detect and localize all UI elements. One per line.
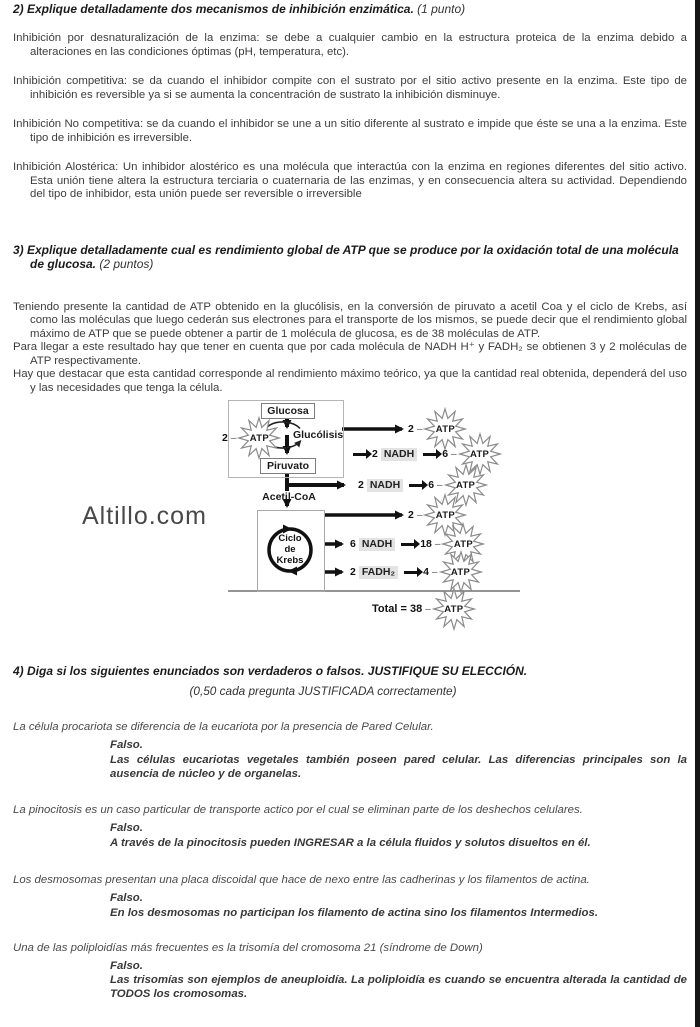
question-4-subheading: (0,50 cada pregunta JUSTIFICADA correctamente) [189,684,457,698]
dash-icon: – [425,603,431,615]
q4-answer-pinocitosis [110,822,687,851]
glycolysis-left-atp [222,416,281,460]
acetil-coa-label: Acetil-CoA [262,491,316,503]
krebs-line-2: de [284,544,296,555]
carrier-label: NADH [381,448,417,461]
carrier-label: NADH [367,479,403,492]
atp-label: ATP [450,566,471,578]
atp-label: ATP [469,448,490,460]
atp-label: ATP [249,432,269,444]
q4-statement-desmosomas: Los desmosomas presentan una placa discoidal que hace de nexo entre las cadherinas y los filamentos de actina. [13,873,590,886]
arrow-right-icon [423,453,436,456]
piruvato-node: Piruvato [260,458,316,474]
q3-paragraph-nadh-fadh: Para llegar a este resultado hay que tener en cuenta que por cada molécula de NADH H⁺ y FADH₂ se obtienen 3 y 2 moléculas de ATP respectivamente. [13,341,687,367]
arrow-right-icon [401,543,414,546]
atp-count: 2 [408,509,414,521]
atp-label: ATP [444,603,464,615]
dash-icon: – [416,509,423,521]
atp-burst [432,587,476,631]
atp-burst [237,416,281,460]
q3-paragraph-rendimiento: Teniendo presente la cantidad de ATP obtenido en la glucólisis, en la conversión de piruvato a acetil Coa y el ciclo de Krebs, así como las moléculas que luego cederán sus electrones para el transporte de los mismos, se puede decir que el rendimiento global máximo de ATP que se puede obtener a partir de 1 molécula de glucosa, es de 38 moléculas de ATP. [13,300,687,340]
q2-paragraph-no-competitiva: Inhibición No competitiva: se da cuando el inhibidor se une a un sitio diferente al sustrato e impide que éste se una a la enzima. Este tipo de inhibición es irreversible. [13,118,687,144]
atp-count: 2 [408,423,414,435]
document-content [13,0,687,1002]
verdict-label: Falso. [110,959,143,972]
arrow-right-icon [409,484,422,487]
krebs-line-3: Krebs [276,555,304,566]
q4-answer-desmosomas [110,892,687,921]
atp-label: ATP [435,423,455,435]
question-3-heading [13,243,687,271]
q2-paragraph-competitiva: Inhibición competitiva: se da cuando el inhibidor compite con el sustrato por el sitio activo presente en la enzima. Este tipo de inhibición es reversible ya si se aumenta la concentración de sustrato la inhibición disminuye. [13,75,687,101]
krebs-cycle-label [266,533,314,566]
verdict-label: Falso. [110,891,143,904]
q4-statement-pinocitosis: La pinocitosis es un caso particular de transporte actico por el cual se eliminan parte de los deshechos celulares. [13,804,583,817]
question-2-heading [13,2,687,16]
dash-icon: – [230,432,237,444]
answer-text: A través de la pinocitosis pueden INGRESAR a la célula fluidos y solutos disueltos en él. [110,837,591,850]
answer-text: Las células eucariotas vegetales también poseen pared celular. Las diferencias principales son la ausencia de núcleo y de organelas. [110,753,687,780]
atp-count: 18 [420,538,432,550]
verdict-label: Falso. [110,739,143,751]
dash-icon: – [431,566,438,578]
carrier-count: 2 [350,566,356,578]
dash-icon: – [416,423,423,435]
dash-icon: – [437,479,443,491]
atp-label: ATP [435,509,455,521]
q4-statement-poliploidia: Una de las poliploidías más frecuentes es la trisomía del cromosoma 21 (síndrome de Down) [13,941,483,954]
total-label: Total = 38 [372,603,423,615]
atp-count: 4 [423,566,429,578]
q3-paragraph-teorico: Hay que destacar que esta cantidad corresponde al rendimiento máximo teórico, ya que la cantidad real obtenida, dependerá del uso y las necesidades que tenga la célula. [13,368,687,394]
carrier-count: 2 [372,448,378,460]
atp-count: 2 [222,432,228,444]
carrier-label: NADH [359,538,395,551]
q4-statement-pared-celular: La célula procariota se diferencia de la eucariota por la presencia de Pared Celular. [13,721,434,733]
total-atp-row [372,587,476,631]
altillo-watermark: Altillo.com [82,502,207,530]
question-3-points: (2 puntos) [99,256,154,271]
q2-paragraph-alosterica: Inhibición Alostérica: Un inhibidor alostérico es una molécula que interactúa con la enzima en regiones diferentes del sitio activo. Esta unión tiene altera la estructura terciaria o cuaternaria de las enzimas, y en consecuencia altera su actividad. Dependiendo del tipo de inhibidor, esta unión puede ser reversible o irreversible [13,161,687,200]
answer-text: En los desmosomas no participan los filamento de actina sino los filamentos Intermedios. [110,906,599,919]
arrow-right-icon [353,453,366,456]
glucosa-node: Glucosa [261,403,315,419]
answer-text: Las trisomías son ejemplos de aneuploidía. La poliploidía es cuando se encuentra alterada la cantidad de TODOS los cromosomas. [110,974,687,1001]
question-3-title: 3) Explique detalladamente cual es rendimiento global de ATP que se produce por la oxidación total de una molécula de glucosa. [13,242,679,271]
question-4-heading: 4) Diga si los siguientes enunciados son verdaderos o falsos. JUSTIFIQUE SU ELECCIÓN. [13,664,528,678]
carrier-count: 6 [350,538,356,550]
q2-paragraph-desnaturalizacion: Inhibición por desnaturalización de la enzima: se debe a cualquier cambio en la estructura proteica de la enzima debido a alteraciones en las condiciones óptimas (pH, temperatura, etc). [13,32,687,58]
glucolisis-label: Glucólisis [293,429,344,441]
carrier-label: FADH₂ [359,566,398,579]
atp-label: ATP [455,479,476,491]
atp-label: ATP [453,538,474,550]
atp-count: 6 [428,479,435,491]
arrow-right-icon [404,571,417,574]
krebs-line-1: Ciclo [278,533,302,544]
carrier-count: 2 [358,479,364,491]
question-2-title: 2) Explique detalladamente dos mecanismos de inhibición enzimática. [13,2,414,16]
dash-icon: – [451,448,457,460]
q4-answer-pared-celular [110,739,687,781]
atp-yield-diagram [0,397,700,633]
question-2-points: (1 punto) [417,2,466,16]
q4-answer-poliploidia [110,960,687,1002]
atp-count: 6 [442,448,449,460]
dash-icon: – [434,538,441,550]
verdict-label: Falso. [110,822,143,835]
